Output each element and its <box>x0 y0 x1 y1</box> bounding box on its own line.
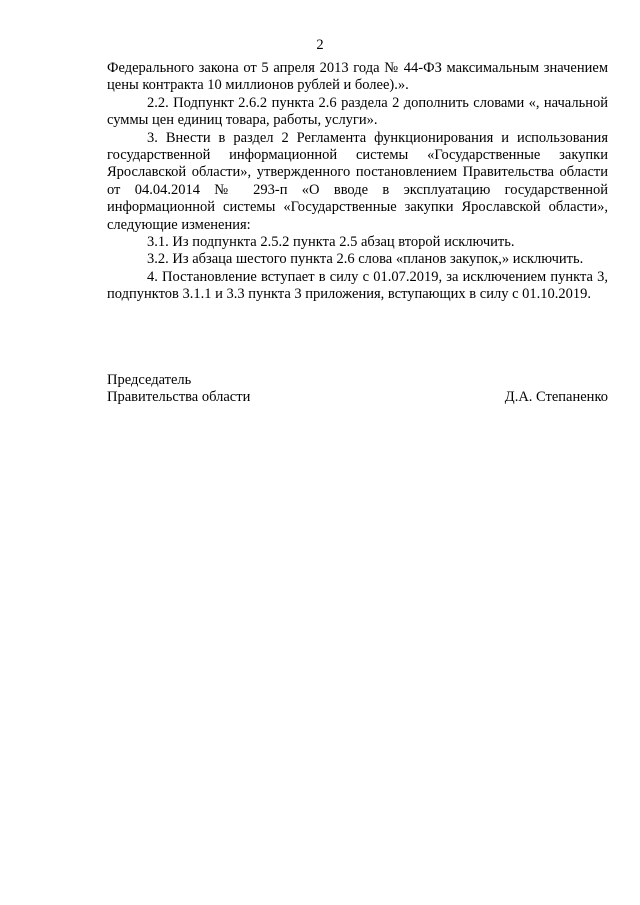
paragraph-4: 4. Постановление вступает в силу с 01.07.2019, за исключением пункта 3, подпунктов 3.1.1 и 3.3 пункта 3 приложения, вступающих в силу с 01.10.2019. <box>107 268 608 303</box>
signatory-name: Д.А. Степаненко <box>504 389 608 406</box>
paragraph-continuation: Федерального закона от 5 апреля 2013 года № 44-ФЗ максимальным значением цены контракта 10 миллионов рублей и более).». <box>107 60 608 94</box>
signature-row <box>107 389 608 406</box>
signature-block <box>107 372 608 407</box>
signature-title-line1: Председатель <box>107 372 192 388</box>
paragraph-3: 3. Внести в раздел 2 Регламента функционирования и использования государственной информационной системы «Государственные закупки Ярославской области», утвержденного постановлением Правительства области от 04.04.2014 № 293-п «О вводе в эксплуатацию государственной информационной системы «Государственные закупки Ярославской области», следующие изменения: <box>107 129 608 233</box>
signature-title-line2: Правительства области <box>107 389 251 406</box>
document-body <box>107 60 608 304</box>
paragraph-3-2: 3.2. Из абзаца шестого пункта 2.6 слова «планов закупок,» исключить. <box>147 251 584 268</box>
paragraph-3-1: 3.1. Из подпункта 2.5.2 пункта 2.5 абзац второй исключить. <box>147 234 515 251</box>
paragraph-2-2: 2.2. Подпункт 2.6.2 пункта 2.6 раздела 2 дополнить словами «, начальной суммы цен единиц товара, работы, услуги». <box>107 94 608 129</box>
page-number: 2 <box>316 37 324 53</box>
